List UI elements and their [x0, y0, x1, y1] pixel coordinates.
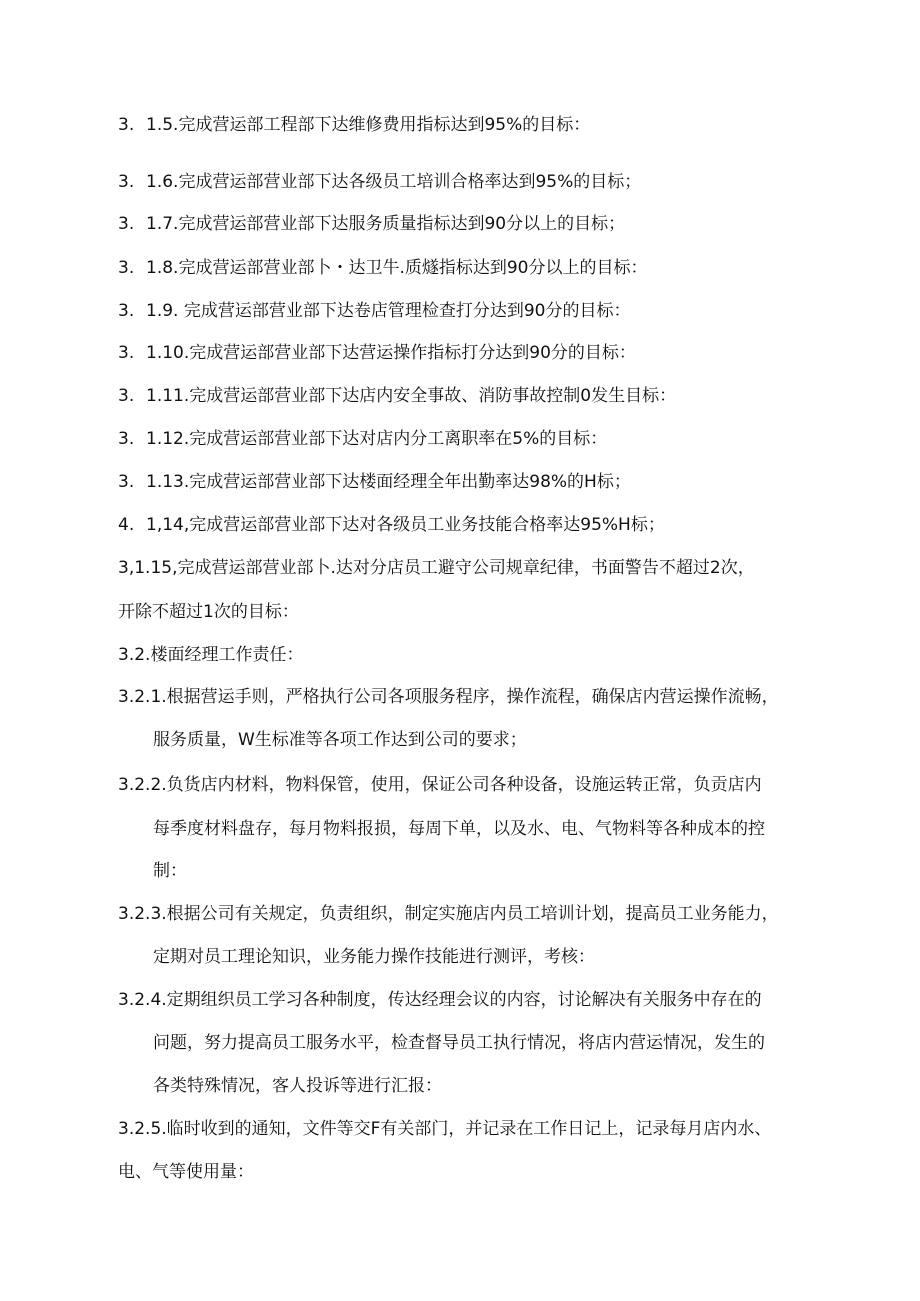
paragraph-text: 3.2.2.负货店内材料，物料保管，使用，保证公司各种设备，设施运转正常，负贡店内: [118, 775, 762, 795]
item-text: 1.13.完成营运部营业部下达楼面经理全年出勤率达98%的H标；: [146, 472, 631, 492]
item-number: 3.: [118, 343, 135, 363]
item-text: 1.11.完成营运部营业部下达店内安全事故、消防事故控制0发生目标：: [146, 386, 677, 406]
paragraph-text: 问题，努力提高员工服务水平，检查督导员工执行情况，将店内营运情况，发生的: [153, 1033, 765, 1053]
item-text: 1.10.完成营运部营业部下达营运操作指标打分达到90分的目标：: [146, 343, 636, 363]
paragraph-text: 开除不超过1次的目标：: [118, 602, 299, 622]
heading-text: 3.2.楼面经理工作责任：: [118, 645, 304, 665]
item-number: 3.: [118, 172, 135, 192]
paragraph-text: 3.2.4.定期组织员工学习各种制度，传达经理会议的内容，讨论解决有关服务中存在的: [118, 990, 762, 1010]
item-text: 1.5.完成营运部工程部下达维修费用指标达到95%的目标：: [146, 115, 591, 135]
item-number: 3.: [118, 258, 135, 278]
paragraph-text: 3,1.15,完成营运部营业部卜.达对分店员工避守公司规章纪律，书面警告不超过2次，: [118, 558, 755, 578]
item-text: 1.12.完成营运部营业部下达对店内分工离职率在5%的目标：: [146, 429, 608, 449]
item-number: 4.: [118, 515, 135, 535]
item-number: 3.: [118, 472, 135, 492]
item-number: 3.: [118, 386, 135, 406]
item-text: 1.7.完成营运部营业部下达服务质量指标达到90分以上的目标；: [146, 214, 626, 234]
item-number: 3.: [118, 214, 135, 234]
paragraph-text: 每季度材料盘存，每月物料报损，每周下单，以及水、电、气物料等各种成本的控: [153, 819, 765, 839]
item-text: 1.8.完成营运部营业部卜・达卫牛.质燧指标达到90分以上的目标：: [146, 258, 648, 278]
item-text: 1.6.完成营运部营业部下达各级员工培训合格率达到95%的目标；: [146, 172, 642, 192]
item-number: 3.: [118, 115, 135, 135]
item-number: 3.: [118, 301, 135, 321]
paragraph-text: 服务质量，W生标准等各项工作达到公司的要求；: [153, 730, 527, 750]
paragraph-text: 制：: [153, 861, 187, 881]
paragraph-text: 电、气等使用量：: [118, 1162, 254, 1182]
paragraph-text: 定期对员工理论知识，业务能力操作技能进行测评，考核：: [153, 947, 595, 967]
paragraph-text: 3.2.1.根据营运手则，严格执行公司各项服务程序，操作流程，确保店内营运操作流畅，: [118, 687, 779, 707]
item-text: 1,14,完成营运部营业部下达对各级员工业务技能合格率达95%H标；: [146, 515, 665, 535]
paragraph-text: 3.2.5.临时收到的通知，文件等交F有关部门，并记录在工作日记上，记录每月店内水、: [118, 1119, 772, 1139]
item-text: 1.9. 完成营运部营业部下达卷店管理检查打分达到90分的目标：: [146, 301, 631, 321]
item-number: 3.: [118, 429, 135, 449]
paragraph-text: 3.2.3.根据公司有关规定，负责组织，制定实施店内员工培训计划，提高员工业务能力，: [118, 904, 779, 924]
paragraph-text: 各类特殊情况，客人投诉等进行汇报：: [153, 1076, 442, 1096]
